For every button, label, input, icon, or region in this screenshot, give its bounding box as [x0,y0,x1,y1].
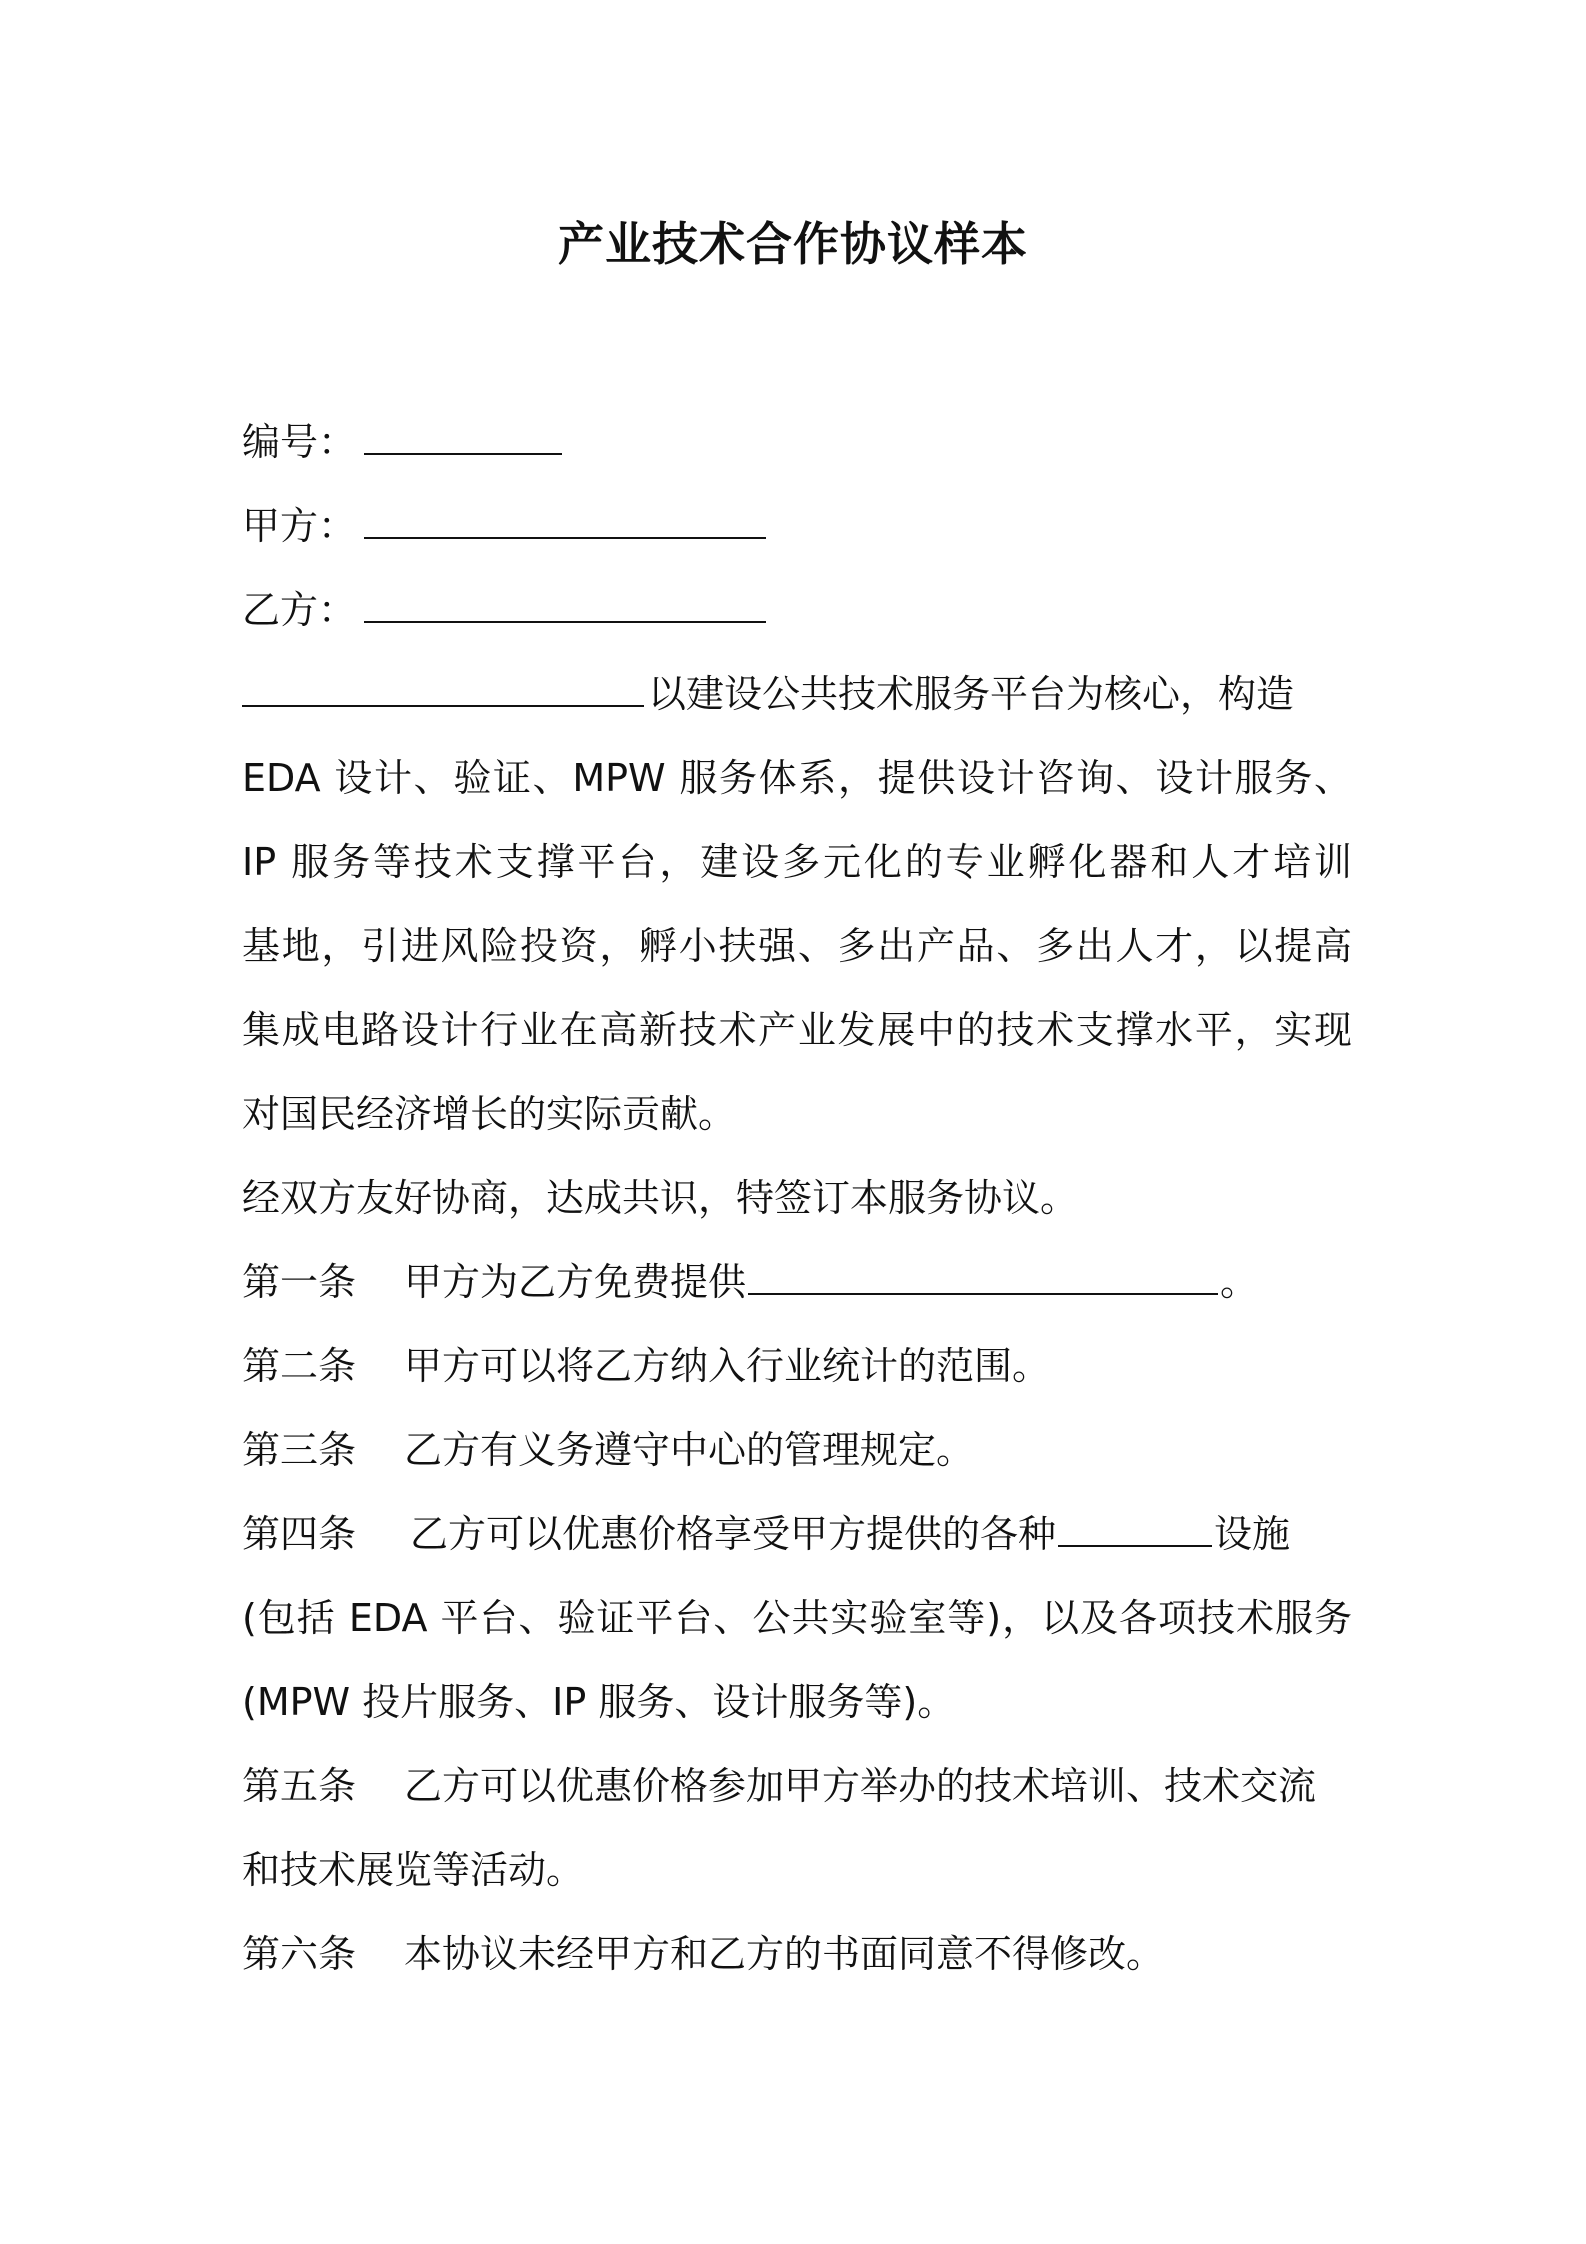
article-5 [242,1744,1352,1828]
article-number: 第五条 [242,1764,357,1808]
article-number: 第六条 [242,1932,357,1976]
intro-line-3: IP 服务等技术支撑平台，建设多元化的专业孵化器和人才培训 [242,840,1352,884]
party-a-field [242,484,1352,568]
intro-line-6: 对国民经济增长的实际贡献。 [242,1092,737,1136]
article-4-line-2: (包括 EDA 平台、验证平台、公共实验室等)，以及各项技术服务 [242,1596,1352,1640]
intro-text-1: 以建设公共技术服务平台为核心，构造 [648,672,1295,716]
document-title: 产业技术合作协议样本 [558,217,1028,271]
article-number: 第三条 [242,1428,357,1472]
article-text: 甲方为乙方免费提供 [404,1260,747,1304]
number-blank [364,415,562,455]
party-b-label: 乙方： [242,588,357,632]
article-4-line-3: (MPW 投片服务、IP 服务、设计服务等)。 [242,1680,956,1724]
article-5-line-2: 和技术展览等活动。 [242,1848,585,1892]
party-a-blank [364,499,766,539]
article-text: 乙方可以优惠价格参加甲方举办的技术培训、技术交流 [404,1764,1317,1808]
article-text: 乙方可以优惠价格享受甲方提供的各种 [410,1512,1057,1556]
article-number: 第二条 [242,1344,357,1388]
article-1-blank [748,1255,1218,1295]
intro-line-2: EDA 设计、验证、MPW 服务体系，提供设计咨询、设计服务、 [242,756,1352,800]
article-4-blank [1058,1507,1212,1547]
article-6 [242,1912,1352,1996]
article-number: 第一条 [242,1260,357,1304]
number-label: 编号： [242,420,357,464]
number-field [242,400,1352,484]
intro-line-5: 集成电路设计行业在高新技术产业发展中的技术支撑水平，实现 [242,1008,1352,1052]
intro-blank [242,667,644,707]
article-text-end: 。 [1220,1260,1259,1304]
article-4 [242,1492,1352,1576]
party-a-label: 甲方： [242,504,357,548]
article-text: 乙方有义务遵守中心的管理规定。 [404,1428,975,1472]
party-b-field [242,568,1352,652]
party-b-blank [364,583,766,623]
intro-line-1 [242,652,1352,736]
article-text-end: 设施 [1214,1512,1291,1556]
article-text: 本协议未经甲方和乙方的书面同意不得修改。 [404,1932,1165,1976]
article-2 [242,1324,1352,1408]
article-1 [242,1240,1352,1324]
document-body [242,400,1352,1996]
article-number: 第四条 [242,1512,357,1556]
article-text: 甲方可以将乙方纳入行业统计的范围。 [404,1344,1051,1388]
article-3 [242,1408,1352,1492]
consensus-line: 经双方友好协商，达成共识，特签订本服务协议。 [242,1176,1079,1220]
intro-line-4: 基地，引进风险投资，孵小扶强、多出产品、多出人才，以提高 [242,924,1352,968]
